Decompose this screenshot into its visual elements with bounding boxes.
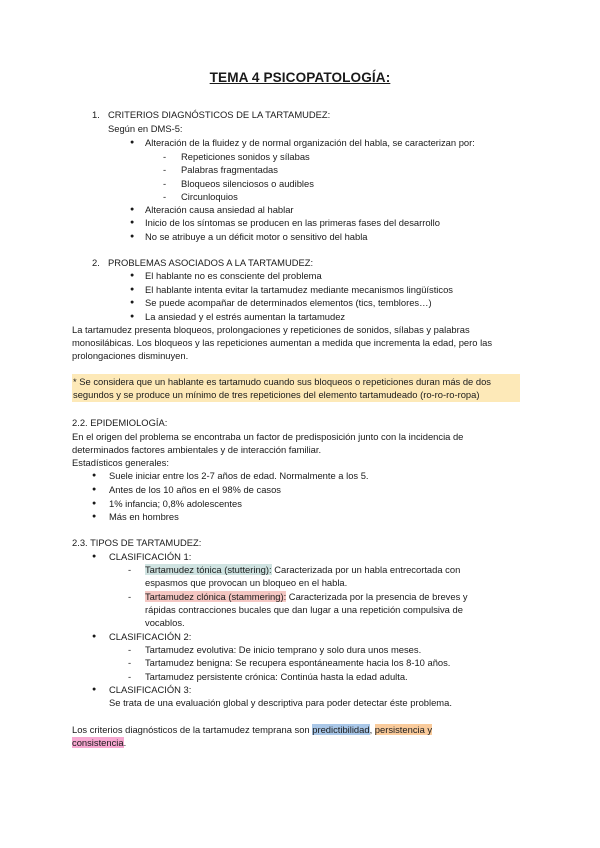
section1-number: 1. <box>92 109 100 120</box>
classification-1-label: CLASIFICACIÓN 1: <box>109 551 192 562</box>
bullet-icon: ● <box>92 686 97 693</box>
tonic-description: Caracterizada por un habla entrecortada con <box>271 564 461 575</box>
clonic-term: Tartamudez clónica (stammering): <box>145 591 287 602</box>
tonic-line-1 <box>145 563 460 576</box>
dash-icon: - <box>163 164 167 175</box>
s1-sub-4: Circunloquios <box>181 191 238 202</box>
dash-icon: - <box>128 564 132 575</box>
tonic-term: Tartamudez tónica (stuttering): <box>145 564 272 575</box>
dash-icon: - <box>128 591 132 602</box>
clonic-line-3: vocablos. <box>145 617 185 628</box>
section22-heading: 2.2. EPIDEMIOLOGÍA: <box>72 417 168 428</box>
s1-bullet-1: Alteración de la fluidez y de normal organización del habla, se caracterizan por: <box>145 137 475 148</box>
s2-item-1: El hablante no es consciente del problema <box>145 270 322 281</box>
s1-sub-2: Palabras fragmentadas <box>181 164 278 175</box>
bullet-icon: ● <box>92 500 97 507</box>
classification-3-text: Se trata de una evaluación global y descriptiva para poder detectar éste problema. <box>109 697 452 708</box>
dash-icon: - <box>128 671 132 682</box>
s22-item-3: 1% infancia; 0,8% adolescentes <box>109 498 242 509</box>
s2-paragraph-line-3: prolongaciones disminuyen. <box>72 350 189 361</box>
bullet-icon: ● <box>92 513 97 520</box>
c2-item-2: Tartamudez benigna: Se recupera espontáneamente hacia los 8-10 años. <box>145 657 451 668</box>
bullet-icon: ● <box>130 233 135 240</box>
bullet-icon: ● <box>92 553 97 560</box>
dash-icon: - <box>128 644 132 655</box>
s22-item-1: Suele iniciar entre los 2-7 años de edad. Normalmente a los 5. <box>109 470 369 481</box>
bullet-icon: ● <box>130 219 135 226</box>
bullet-icon: ● <box>92 486 97 493</box>
bullet-icon: ● <box>92 472 97 479</box>
s2-item-4: La ansiedad y el estrés aumentan la tartamudez <box>145 311 346 322</box>
bullet-icon: ● <box>130 313 135 320</box>
bullet-icon: ● <box>130 286 135 293</box>
s1-bullet-4: No se atribuye a un déficit motor o sensitivo del habla <box>145 231 368 242</box>
c2-item-1: Tartamudez evolutiva: De inicio temprano y solo dura unos meses. <box>145 644 422 655</box>
bullet-icon: ● <box>130 206 135 213</box>
bullet-icon: ● <box>92 633 97 640</box>
s22-paragraph-line-2: determinados factores ambientales y de interacción familiar. <box>72 444 322 455</box>
section2-heading: PROBLEMAS ASOCIADOS A LA TARTAMUDEZ: <box>108 257 314 268</box>
s1-sub-3: Bloqueos silenciosos o audibles <box>181 178 314 189</box>
s22-item-4: Más en hombres <box>109 511 179 522</box>
dash-icon: - <box>128 657 132 668</box>
clonic-line-2: rápidas contracciones bucales que dan lugar a una repetición compulsiva de <box>145 604 463 615</box>
s1-sub-1: Repeticiones sonidos y sílabas <box>181 151 310 162</box>
note-line-2: segundos y se produce un mínimo de tres repeticiones del elemento tartamudeado (ro-ro-ro-ropa) <box>73 389 480 400</box>
dash-icon: - <box>163 178 167 189</box>
bullet-icon: ● <box>130 272 135 279</box>
s22-paragraph-line-1: En el origen del problema se encontraba un factor de predisposición junto con la incidencia de <box>72 431 464 442</box>
s2-item-3: Se puede acompañar de determinados elementos (tics, temblores…) <box>145 297 432 308</box>
note-line-1: * Se considera que un hablante es tartamudo cuando sus bloqueos o repeticiones duran más de dos <box>73 376 491 387</box>
clonic-line-1 <box>145 590 468 603</box>
tonic-line-2: espasmos que provocan un bloqueo en el habla. <box>145 577 348 588</box>
section23-heading: 2.3. TIPOS DE TARTAMUDEZ: <box>72 537 202 548</box>
c2-item-3: Tartamudez persistente crónica: Continúa hasta la edad adulta. <box>145 671 408 682</box>
dash-icon: - <box>163 191 167 202</box>
final-separator: , <box>369 724 375 735</box>
dash-icon: - <box>163 151 167 162</box>
consistencia-term: consistencia <box>72 737 124 748</box>
section1-heading: CRITERIOS DIAGNÓSTICOS DE LA TARTAMUDEZ: <box>108 109 331 120</box>
s22-item-2: Antes de los 10 años en el 98% de casos <box>109 484 281 495</box>
s1-bullet-3: Inicio de los síntomas se producen en las primeras fases del desarrollo <box>145 217 440 228</box>
section2-number: 2. <box>92 257 100 268</box>
s22-stats-label: Estadísticos generales: <box>72 457 169 468</box>
bullet-icon: ● <box>130 299 135 306</box>
s2-item-2: El hablante intenta evitar la tartamudez mediante mecanismos lingüísticos <box>145 284 453 295</box>
page-title: TEMA 4 PSICOPATOLOGÍA: <box>209 70 391 85</box>
final-period: . <box>123 737 127 748</box>
clonic-description: Caracterizada por la presencia de breves y <box>286 591 468 602</box>
s1-bullet-2: Alteración causa ansiedad al hablar <box>145 204 294 215</box>
classification-3-label: CLASIFICACIÓN 3: <box>109 684 192 695</box>
s2-paragraph-line-2: monosilábicas. Los bloqueos y las repeticiones aumentan a medida que incrementa la edad, pero las <box>72 337 493 348</box>
bullet-icon: ● <box>130 139 135 146</box>
section1-intro: Según en DMS-5: <box>108 123 183 134</box>
final-line-1 <box>72 723 432 736</box>
persistencia-term: persistencia y <box>374 724 433 735</box>
final-intro: Los criterios diagnósticos de la tartamudez temprana son <box>72 724 313 735</box>
predictibilidad-term: predictibilidad <box>312 724 370 735</box>
s2-paragraph-line-1: La tartamudez presenta bloqueos, prolongaciones y repeticiones de sonidos, sílabas y palabras <box>72 324 470 335</box>
classification-2-label: CLASIFICACIÓN 2: <box>109 631 192 642</box>
final-line-2 <box>72 736 126 749</box>
